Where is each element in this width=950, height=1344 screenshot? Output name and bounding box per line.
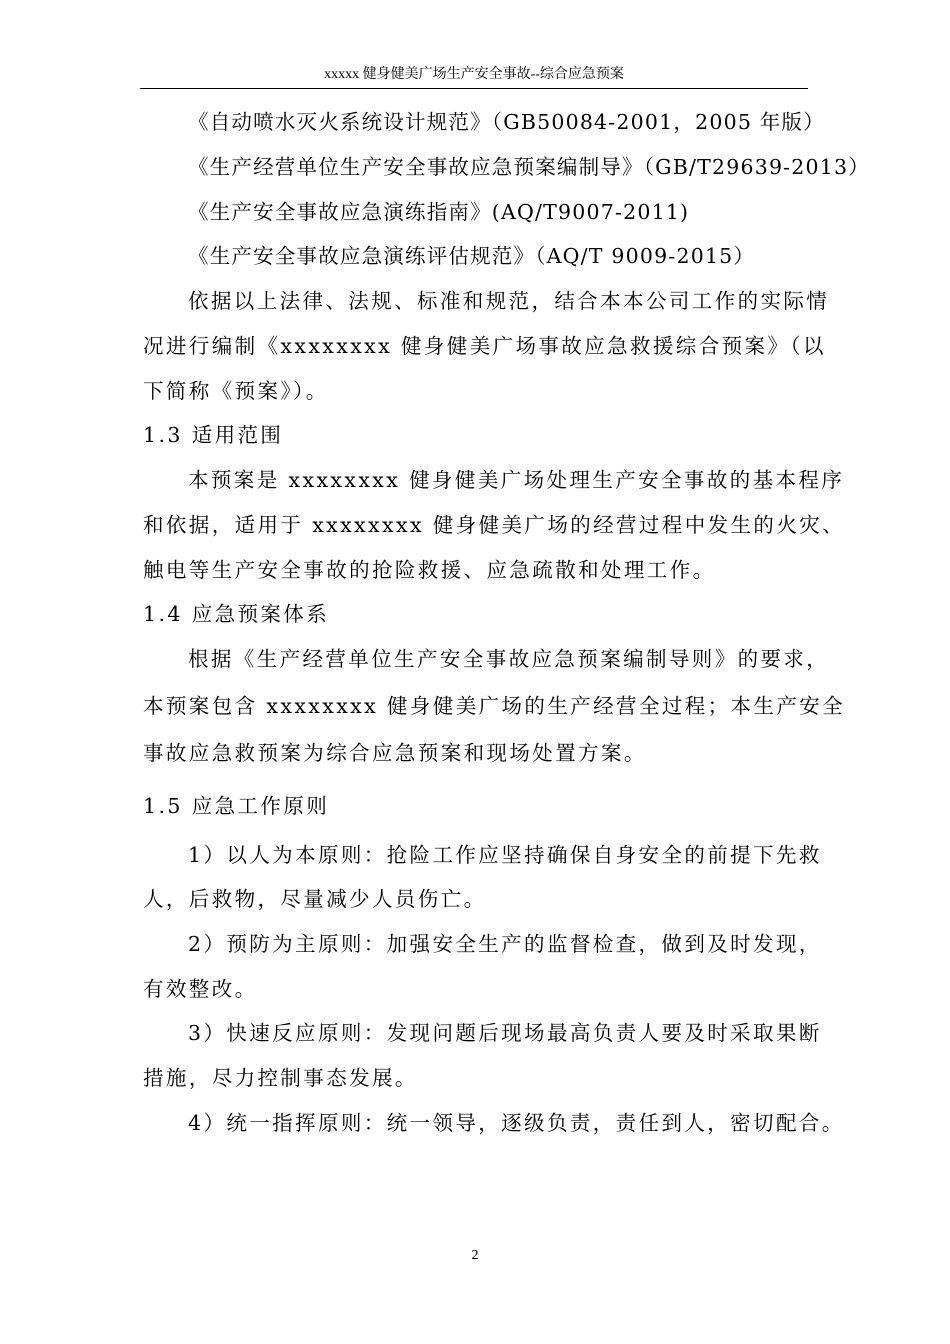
header-rule <box>140 88 808 89</box>
paragraph-line: 措施，尽力控制事态发展。 <box>143 1066 418 1090</box>
page-number: 2 <box>471 1248 479 1263</box>
running-header: xxxxx 健身健美广场生产安全事故--综合应急预案 <box>324 67 624 82</box>
section-heading: 1.4 应急预案体系 <box>143 602 330 626</box>
reference-line: 《生产经营单位生产安全事故应急预案编制导》（GB/T29639-2013） <box>188 155 870 179</box>
section-heading: 1.3 适用范围 <box>143 423 284 447</box>
paragraph-line: 依据以上法律、法规、标准和规范，结合本本公司工作的实际情 <box>188 289 830 313</box>
reference-line: 《生产安全事故应急演练指南》(AQ/T9007-2011) <box>188 200 690 224</box>
paragraph-line: 本预案包含 xxxxxxxx 健身健美广场的生产经营全过程；本生产安全 <box>143 694 846 718</box>
paragraph-line: 有效整改。 <box>143 977 258 1001</box>
paragraph-line: 2）预防为主原则：加强安全生产的监督检查，做到及时发现， <box>188 932 822 956</box>
section-heading: 1.5 应急工作原则 <box>143 794 330 818</box>
paragraph-line: 人，后救物，尽量减少人员伤亡。 <box>143 887 487 911</box>
paragraph-line: 事故应急救预案为综合应急预案和现场处置方案。 <box>143 741 647 765</box>
paragraph-line: 根据《生产经营单位生产安全事故应急预案编制导则》的要求， <box>188 647 830 671</box>
paragraph-line: 本预案是 xxxxxxxx 健身健美广场处理生产安全事故的基本程序 <box>188 468 845 492</box>
paragraph-line: 1）以人为本原则：抢险工作应坚持确保自身安全的前提下先救 <box>188 843 822 867</box>
paragraph-line: 3）快速反应原则：发现问题后现场最高负责人要及时采取果断 <box>188 1021 822 1045</box>
reference-line: 《生产安全事故应急演练评估规范》（AQ/T 9009-2015） <box>188 244 756 268</box>
paragraph-line: 4）统一指挥原则：统一领导，逐级负责，责任到人，密切配合。 <box>188 1111 845 1135</box>
paragraph-line: 触电等生产安全事故的抢险救援、应急疏散和处理工作。 <box>143 558 716 582</box>
reference-line: 《自动喷水灭火系统设计规范》（GB50084-2001，2005 年版） <box>188 110 825 134</box>
paragraph-line: 下简称《预案》）。 <box>143 379 329 403</box>
paragraph-line: 和依据，适用于 xxxxxxxx 健身健美广场的经营过程中发生的火灾、 <box>143 513 846 537</box>
paragraph-line: 况进行编制《xxxxxxxx 健身健美广场事故应急救援综合预案》（以 <box>143 334 826 358</box>
